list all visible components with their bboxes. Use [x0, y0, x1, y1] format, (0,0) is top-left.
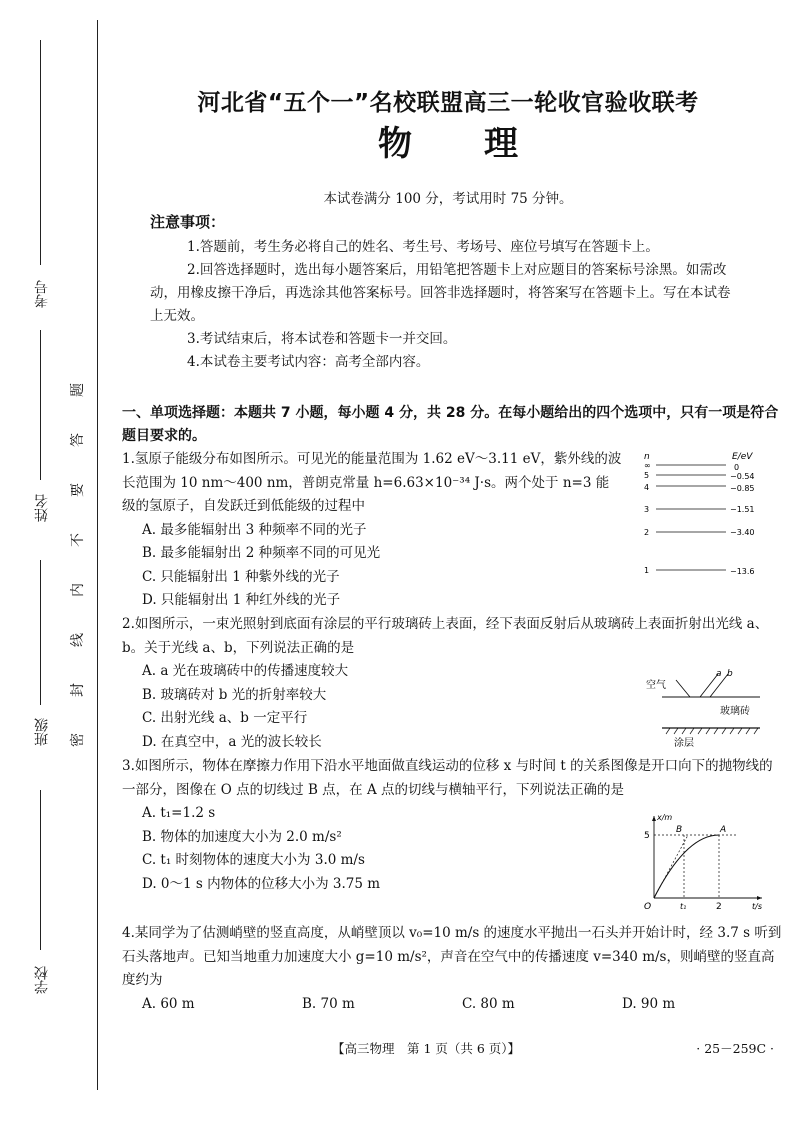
level-n: 1 [644, 566, 650, 575]
option-b: B. 玻璃砖对 b 光的折射率较大 [142, 686, 327, 703]
x-axis-label: x/m [657, 813, 673, 822]
question-stem: 1.氢原子能级分布如图所示。可见光的能量范围为 1.62 eV～3.11 eV，紫外线的波长范围为 10 nm～400 nm，普朗克常量 h=6.63×10⁻³⁴ J·s。两个处于 n=3 能级的氢原子，自发跃迁到低能级的过程中 [122, 451, 622, 514]
level-e: −13.6 [730, 567, 755, 576]
seal-char: 答 [70, 433, 86, 447]
notice-list [150, 236, 740, 374]
level-2 [644, 528, 755, 537]
option-a: A. 60 m [142, 995, 195, 1012]
e-label: E/eV [732, 452, 753, 462]
option-a: A. a 光在玻璃砖中的传播速度较大 [142, 663, 349, 679]
option-d: D. 在真空中，a 光的波长较长 [142, 733, 322, 750]
notice-item: 4.本试卷主要考试内容：高考全部内容。 [187, 354, 430, 370]
notice-title: 注意事项： [150, 213, 226, 231]
option-c: C. 出射光线 a、b 一定平行 [142, 710, 308, 726]
seal-char: 题 [70, 383, 86, 397]
t-axis-arrow [757, 896, 762, 900]
name-line [40, 330, 41, 480]
exam-title: 河北省“五个一”名校联盟高三一轮收官验收联考 [197, 90, 699, 116]
level-n: ∞ [644, 461, 651, 470]
x-t-graph [640, 810, 770, 914]
level-e: −0.54 [730, 472, 755, 481]
class-label: 班级 [34, 718, 50, 746]
level-n: 3 [644, 505, 650, 514]
paper-code: · 25－259C · [696, 1041, 774, 1056]
notice-item: 3.考试结束后，将本试卷和答题卡一并交回。 [187, 331, 457, 347]
section-heading: 一、单项选择题：本题共 7 小题，每小题 4 分，共 28 分。在每小题给出的四个选项中，只有一项是符合题目要求的。 [122, 405, 779, 444]
option-d: D. 90 m [622, 995, 676, 1012]
exam-number-label: 考号 [34, 280, 50, 308]
name-label: 姓名 [34, 494, 50, 522]
origin-label: O [644, 902, 652, 912]
t-axis-label: t/s [752, 902, 762, 911]
level-e: −1.51 [730, 505, 755, 514]
t1-label: t₁ [680, 902, 687, 911]
option-c: C. 80 m [462, 995, 515, 1012]
binding-line [97, 20, 98, 1090]
x-axis-arrow [652, 816, 656, 821]
level-n: 5 [644, 471, 650, 480]
n-label: n [644, 452, 650, 462]
option-c: C. t₁ 时刻物体的速度大小为 3.0 m/s [142, 852, 365, 868]
seal-char: 要 [70, 483, 86, 497]
point-a-label: A [720, 825, 727, 835]
level-1 [644, 566, 755, 576]
air-label: 空气 [646, 680, 666, 691]
seal-char: 封 [70, 683, 86, 697]
option-c: C. 只能辐射出 1 种紫外线的光子 [142, 568, 340, 585]
subject-title [122, 116, 774, 165]
question-stem: 2.如图所示，一束光照射到底面有涂层的平行玻璃砖上表面，经下表面反射后从玻璃砖上表面折射出光线 a、b。关于光线 a、b，下列说法正确的是 [122, 616, 769, 656]
energy-level-figure [640, 448, 770, 580]
ray-a-label: a [716, 669, 722, 679]
ray-b-label: b [727, 669, 733, 679]
t2-label: 2 [716, 902, 722, 912]
exam-number-line [40, 40, 41, 265]
option-a: A. 最多能辐射出 3 种频率不同的光子 [142, 521, 367, 538]
question-stem: 4.某同学为了估测峭壁的竖直高度，从峭壁顶以 v₀=10 m/s 的速度水平抛出一石头并开始计时，经 3.7 s 听到石头落地声。已知当地重力加速度大小 g=10 m/s²，声音在空气中的传播速度 v=340 m/s，则峭壁的竖直高度约为 [122, 925, 782, 988]
coating-label: 涂层 [674, 738, 694, 749]
level-5 [644, 471, 755, 481]
school-label: 学校 [34, 966, 50, 994]
question-stem: 3.如图所示，物体在摩擦力作用下沿水平地面做直线运动的位移 x 与时间 t 的关系图像是开口向下的抛物线的一部分，图像在 O 点的切线过 B 点，在 A 点的切线与横轴平行，下列说法正确的是 [122, 758, 773, 798]
seal-warning [70, 380, 84, 750]
school-line [40, 790, 41, 950]
page-number: 【高三物理 第 1 页（共 6 页）】 [332, 1041, 521, 1056]
option-a: A. t₁=1.2 s [142, 805, 216, 821]
question-4 [122, 922, 782, 1016]
level-e: 0 [734, 463, 740, 472]
glass-label: 玻璃砖 [720, 706, 750, 717]
level-e: −0.85 [730, 484, 755, 493]
glass-brick-figure [640, 666, 770, 752]
option-b: B. 最多能辐射出 2 种频率不同的可见光 [142, 545, 381, 561]
notice-item: 2.回答选择题时，选出每小题答案后，用铅笔把答题卡上对应题目的答案标号涂黑。如需改动，用橡皮擦干净后，再选涂其他答案标号。回答非选择题时，将答案写在答题卡上。写在本试卷上无效。 [150, 262, 731, 324]
notice-item: 1.答题前，考生务必将自己的姓名、考生号、考场号、座位号填写在答题卡上。 [187, 239, 659, 255]
subject-char: 理 [484, 124, 518, 164]
coating-hatch [666, 728, 758, 734]
options-row [122, 993, 782, 1017]
parabola-curve [654, 835, 719, 898]
level-e: −3.40 [730, 528, 755, 537]
level-n: 2 [644, 528, 650, 537]
exam-meta: 本试卷满分 100 分，考试用时 75 分钟。 [323, 191, 573, 207]
level-3 [644, 505, 755, 514]
incident-ray [676, 680, 690, 697]
x5-label: 5 [644, 831, 650, 841]
seal-char: 密 [70, 733, 86, 747]
class-line [40, 560, 41, 705]
option-b: B. 70 m [302, 995, 355, 1012]
level-n: 4 [644, 483, 650, 492]
option-b: B. 物体的加速度大小为 2.0 m/s² [142, 828, 342, 845]
option-d: D. 0～1 s 内物体的位移大小为 3.75 m [142, 875, 381, 892]
level-inf [644, 461, 739, 472]
seal-char: 不 [70, 533, 86, 547]
level-4 [644, 483, 755, 493]
subject-char: 物 [378, 124, 412, 164]
seal-char: 线 [70, 633, 86, 647]
option-d: D. 只能辐射出 1 种红外线的光子 [142, 592, 341, 608]
seal-char: 内 [70, 583, 86, 597]
point-b-label: B [676, 825, 683, 835]
